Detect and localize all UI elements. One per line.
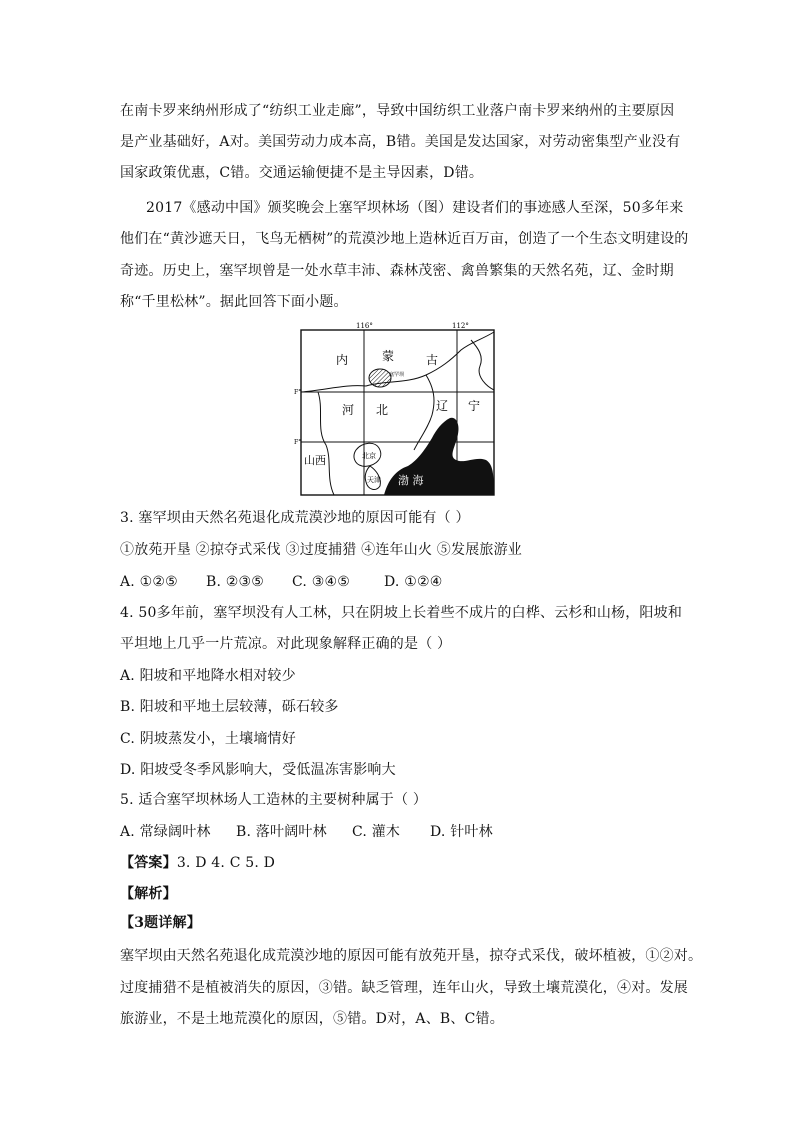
map-label-beijing: 北京: [362, 452, 376, 460]
q4-option-c[interactable]: C. 阴坡蒸发小，土壤墒情好: [120, 731, 296, 747]
q3-options: [120, 572, 442, 592]
paragraph2-line-3: 奇迹。历史上，塞罕坝曾是一处水草丰沛、森林茂密、禽兽繁集的天然名苑，辽、金时期: [120, 263, 674, 279]
q4-stem-line-1: 4. 50多年前，塞罕坝没有人工林，只在阴坡上长着些不成片的白桦、云杉和山杨，阳坡和: [120, 605, 683, 621]
paragraph2-line-4: 称“千里松林”。据此回答下面小题。: [120, 294, 348, 310]
q4-option-d[interactable]: D. 阳坡受冬季风影响大，受低温冻害影响大: [120, 762, 396, 778]
boundary-neimeng: [301, 332, 494, 392]
q3-option-b[interactable]: B. ②③⑤: [206, 574, 265, 590]
map-label-tianjin: 天津: [367, 476, 381, 484]
answer-text: 3. D 4. C 5. D: [176, 855, 276, 871]
q4-option-b[interactable]: B. 阳坡和平地土层较薄，砾石较多: [120, 699, 339, 715]
detail-label: 【3题详解】: [120, 915, 201, 931]
map-lon-left-label: 116°: [356, 322, 373, 330]
boundary-hebei-shanxi: [318, 392, 334, 495]
paragraph1-line-2: 是产业基础好，A对。美国劳动力成本高，B错。美国是发达国家，对劳动密集型产业没有: [120, 134, 681, 150]
detail-line-2: 过度捕猎不是植被消失的原因，③错。缺乏管理，连年山火，导致土壤荒漠化，④对。发展: [120, 980, 688, 996]
q3-option-a[interactable]: A. ①②⑤: [120, 574, 178, 590]
answer-line: [120, 853, 275, 873]
detail-line-3: 旅游业，不是土地荒漠化的原因，⑤错。D对，A、B、C错。: [120, 1011, 504, 1027]
q5-option-b[interactable]: B. 落叶阔叶林: [236, 824, 327, 840]
map-lat-bottom-label: F°: [294, 439, 302, 446]
q3-factors: ①放苑开垦 ②掠夺式采伐 ③过度捕猎 ④连年山火 ⑤发展旅游业: [120, 542, 522, 558]
q4-option-a[interactable]: A. 阳坡和平地降水相对较少: [120, 668, 296, 684]
boundary-hebei-liaoning: [414, 375, 434, 450]
paragraph2-line-2: 他们在“黄沙遮天日，飞鸟无栖树”的荒漠沙地上造林近百万亩，创造了一个生态文明建设的: [120, 231, 689, 247]
q5-options: [120, 822, 493, 842]
analysis-label: 【解析】: [120, 886, 177, 902]
answer-label: 【答案】: [120, 855, 177, 871]
map-label-gu: 古: [426, 353, 439, 367]
map-lon-right-label: 112°: [452, 322, 469, 330]
detail-line-1: 塞罕坝由天然名苑退化成荒漠沙地的原因可能有放苑开垦，掠夺式采伐，破坏植被，①②对。: [120, 948, 703, 964]
paragraph1-line-1: 在南卡罗来纳州形成了“纺织工业走廊”，导致中国纺织工业落户南卡罗来纳州的主要原因: [120, 103, 675, 119]
q5-option-c[interactable]: C. 灌木: [352, 824, 401, 840]
boundary-east: [471, 340, 494, 390]
q5-option-d[interactable]: D. 针叶林: [430, 824, 493, 840]
map-label-nei: 内: [336, 353, 349, 367]
map-label-saihanba: 塞罕坝: [389, 372, 405, 378]
map-label-liao: 辽: [436, 399, 449, 413]
map-label-ning: 宁: [468, 399, 481, 413]
paragraph1-line-3: 国家政策优惠，C错。交通运输便捷不是主导因素，D错。: [120, 165, 484, 181]
saihanba-map: [296, 320, 496, 495]
q5-stem: 5. 适合塞罕坝林场人工造林的主要树种属于（ ）: [120, 792, 428, 808]
q5-option-a[interactable]: A. 常绿阔叶林: [120, 824, 211, 840]
map-lat-top-label: F°: [294, 389, 302, 396]
paragraph2-line-1: 2017《感动中国》颁奖晚会上塞罕坝林场（图）建设者们的事迹感人至深，50多年来: [146, 200, 684, 216]
map-label-bohai: 渤 海: [398, 474, 424, 487]
q3-option-d[interactable]: D. ①②④: [384, 574, 443, 590]
map-label-bei: 北: [376, 403, 389, 417]
saihanba-area-shape: [369, 369, 391, 387]
q4-stem-line-2: 平坦地上几乎一片荒凉。对此现象解释正确的是（ ）: [120, 636, 452, 652]
map-label-shanxi: 山西: [304, 454, 326, 467]
q3-stem: 3. 塞罕坝由天然名苑退化成荒漠沙地的原因可能有（ ）: [120, 510, 470, 526]
map-label-meng: 蒙: [382, 349, 395, 363]
map-label-he: 河: [342, 403, 355, 417]
q3-option-c[interactable]: C. ③④⑤: [292, 574, 350, 590]
